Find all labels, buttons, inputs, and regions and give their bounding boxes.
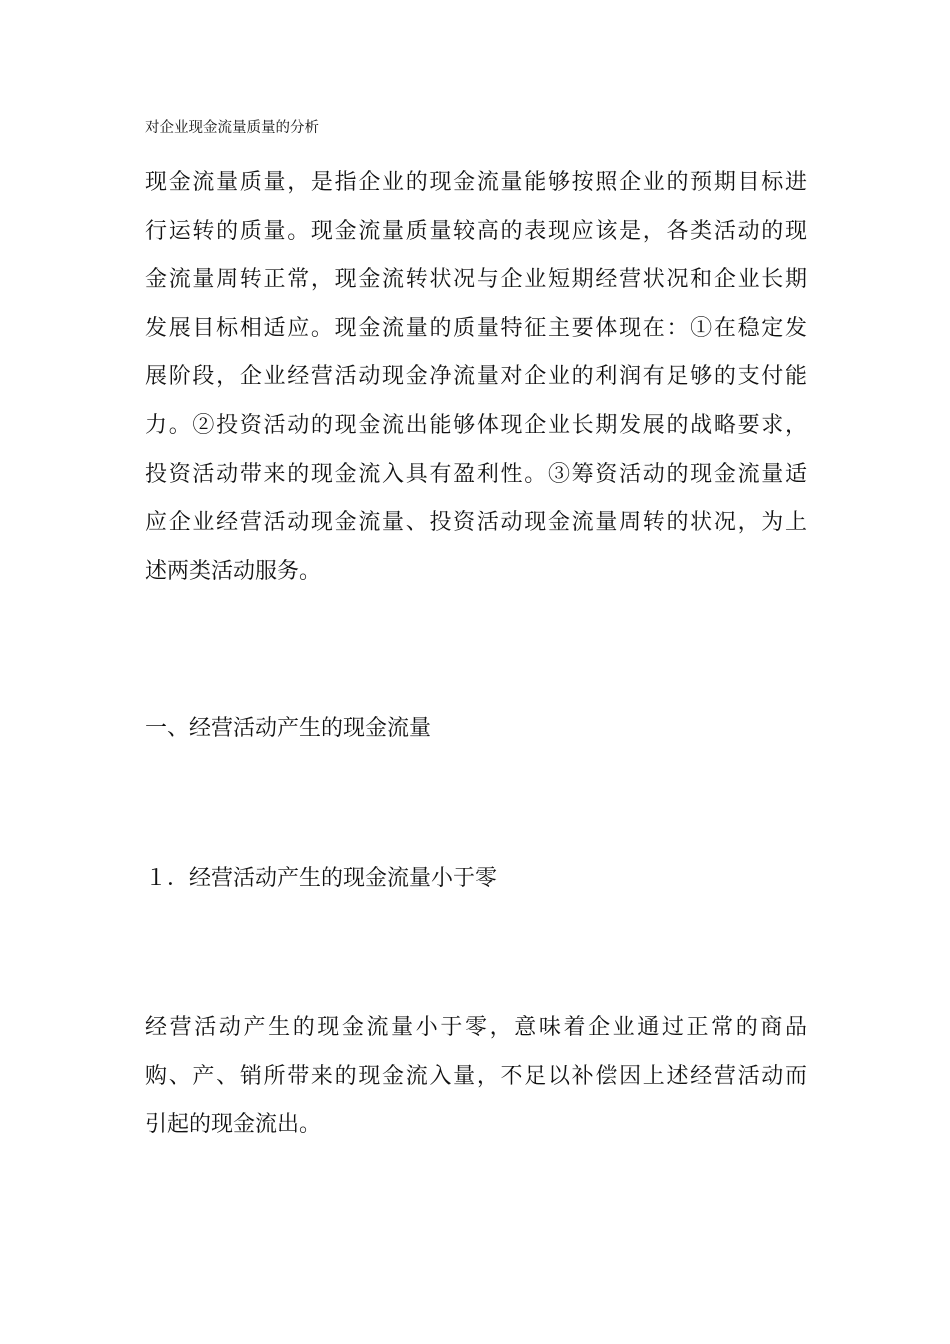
section-heading: 一、经营活动产生的现金流量: [145, 716, 432, 741]
paragraph-line: 展阶段，企业经营活动现金净流量对企业的利润有足够的支付能: [145, 364, 807, 390]
subsection-heading: １．经营活动产生的现金流量小于零: [145, 866, 498, 891]
paragraph-line: 现金流量质量，是指企业的现金流量能够按照企业的预期目标进: [145, 170, 807, 195]
paragraph-line: 行运转的质量。现金流量质量较高的表现应该是，各类活动的现: [145, 218, 807, 244]
document-title: 对企业现金流量质量的分析: [145, 120, 319, 136]
paragraph-line: 应企业经营活动现金流量、投资活动现金流量周转的状况，为上: [145, 510, 807, 536]
paragraph-line: 引起的现金流出。: [145, 1112, 322, 1138]
paragraph-line: 经营活动产生的现金流量小于零，意味着企业通过正常的商品: [145, 1015, 807, 1040]
paragraph-line: 力。②投资活动的现金流出能够体现企业长期发展的战略要求，: [145, 412, 807, 438]
intro-paragraph: [145, 159, 807, 596]
paragraph-line: 金流量周转正常，现金流转状况与企业短期经营状况和企业长期: [145, 267, 807, 293]
paragraph-line: 发展目标相适应。现金流量的质量特征主要体现在：①在稳定发: [145, 315, 807, 341]
paragraph-line: 述两类活动服务。: [145, 558, 322, 584]
paragraph-line: 购、产、销所带来的现金流入量，不足以补偿因上述经营活动而: [145, 1063, 807, 1089]
body-paragraph: [145, 1004, 807, 1150]
paragraph-line: 投资活动带来的现金流入具有盈利性。③筹资活动的现金流量适: [145, 461, 807, 487]
